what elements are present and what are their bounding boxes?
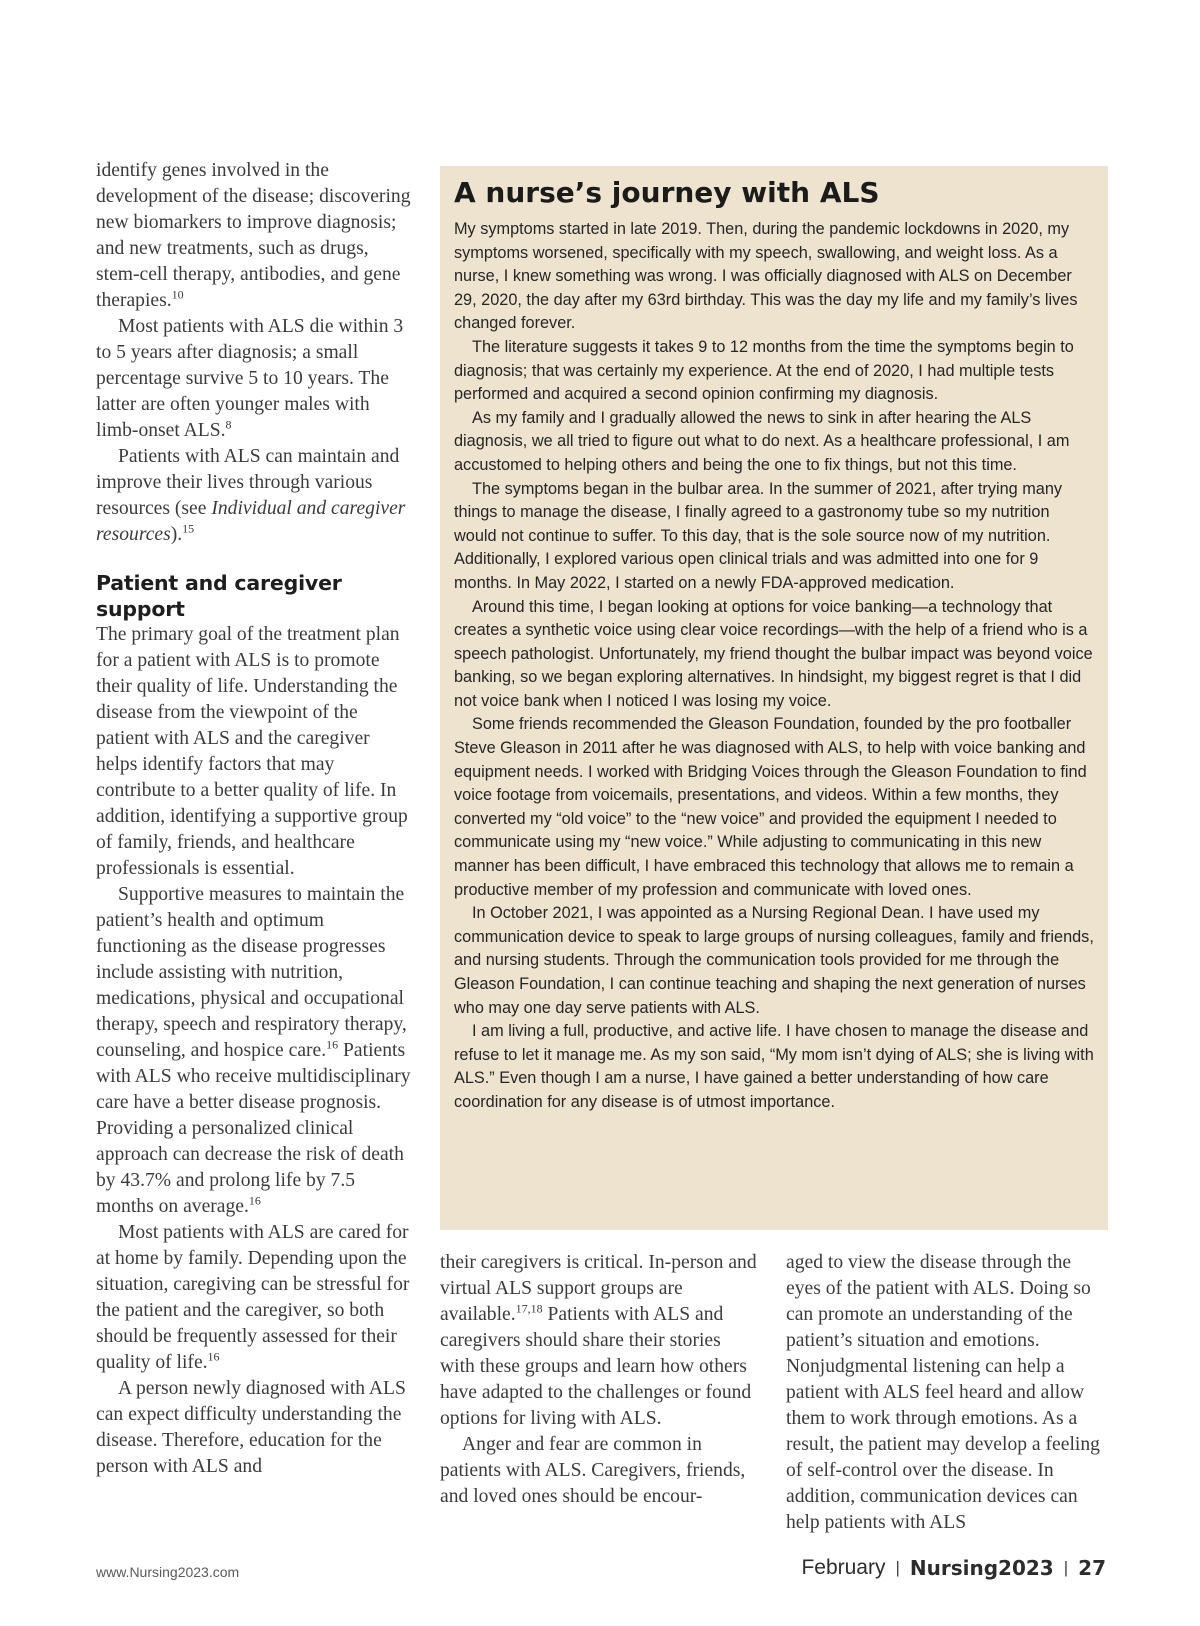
footer-separator: | [1063,1558,1069,1577]
middle-column [440,1250,760,1510]
footer-website: www.Nursing2023.com [96,1564,240,1580]
paragraph: A person newly diagnosed with ALS can expect difficulty understanding the disease. Therefore, education for the person with ALS and [96,1378,406,1477]
paragraph: identify genes involved in the development of the disease; discovering new biomarkers to improve diagnosis; and new treatments, such as drugs, stem-cell therapy, antibodies, and gene therapies.$^{10}$ [96,160,411,311]
paragraph: The primary goal of the treatment plan for a patient with ALS is to promote their quality of life. Understanding the disease from the viewpoint of the patient with ALS and the caregiver helps identify factors that may contribute to a better quality of life. In addition, identifying a supportive group of family, friends, and healthcare professionals is essential. [96,624,408,879]
footer-folio [801,1556,1106,1580]
sidebar-box [440,166,1108,1230]
paragraph: Supportive measures to maintain the patient’s health and optimum functioning as the disease progresses include assisting with nutrition, medications, physical and occupational therapy, speech and respiratory therapy, counseling, and hospice care.$^{16}$ Patients with ALS who receive multidisciplinary care have a better disease prognosis. Providing a personalized clinical approach can decrease the risk of death by 43.7% and prolong life by 7.5 months on average.$^{16}$ [96,884,411,1217]
sidebar-paragraph: Around this time, I began looking at options for voice banking—a technology that creates a synthetic voice using clear voice recordings—with the help of a friend who is a speech pathologist. Unfortunately, my friend thought the bulbar impact was beyond voice banking, so we began exploring alternatives. In hindsight, my biggest regret is that I did not voice bank when I noticed I was losing my voice. [454,597,1093,710]
paragraph: Patients with ALS can maintain and improve their lives through various resources (see Individual and caregiver resources).$^{15}$ [96,446,406,545]
sidebar-paragraph: In October 2021, I was appointed as a Nursing Regional Dean. I have used my communication device to speak to large groups of nursing colleagues, family and friends, and nursing students. Through the communication tools provided for me through the Gleason Foundation, I can continue teaching and shaping the next generation of nurses who may one day serve patients with ALS. [454,904,1094,1017]
citation-ref: 16 [326,1037,339,1052]
citation-ref: 15 [182,521,195,536]
sidebar-paragraph: My symptoms started in late 2019. Then, during the pandemic lockdowns in 2020, my symptoms worsened, specifically with my speech, swallowing, and weight loss. As a nurse, I knew something was wrong. I was officially diagnosed with ALS on December 29, 2020, the day after my 63rd birthday. This was the day my life and my family’s lives changed forever. [454,220,1078,333]
left-column [96,158,414,1480]
footer-month: February [801,1556,886,1579]
paragraph: Most patients with ALS die within 3 to 5 years after diagnosis; a small percentage survive 5 to 10 years. The latter are often younger males with limb-onset ALS.$^8$ [96,316,404,441]
sidebar-reference: Individual and caregiver resources [96,498,406,545]
right-column [786,1250,1106,1536]
citation-ref: 16 [207,1349,220,1364]
footer-journal: Nursing2023 [909,1556,1054,1580]
footer-separator: | [895,1558,900,1577]
sidebar-paragraph: Some friends recommended the Gleason Foundation, founded by the pro footballer Steve Gleason in 2011 after he was diagnosed with ALS, to help with voice banking and equipment needs. I worked with Bridging Voices through the Gleason Foundation to find voice footage from voicemails, presentations, and videos. Within a few months, they converted my “old voice” to the “new voice” and provided the equipment I needed to communicate using my “new voice.” While adjusting to communicating in this new manner has been difficult, I have embraced this technology that allows me to remain a productive member of my profession and communicate with loved ones. [454,715,1087,899]
sidebar-paragraph: I am living a full, productive, and active life. I have chosen to manage the disease and refuse to let it manage me. As my son said, “My mom isn’t dying of ALS; she is living with ALS.” Even though I am a nurse, I have gained a better understanding of how care coordination for any disease is of utmost importance. [454,1022,1094,1111]
paragraph: aged to view the disease through the eyes of the patient with ALS. Doing so can promote an understanding of the patient’s situation and emotions. Nonjudgmental listening can help a patient with ALS feel heard and allow them to work through emotions. As a result, the patient may develop a feeling of self-control over the disease. In addition, communication devices can help patients with ALS [786,1252,1100,1533]
sidebar-paragraph: As my family and I gradually allowed the news to sink in after hearing the ALS diagnosis, we all tried to figure out what to do next. As a healthcare professional, I am accustomed to helping others and being the one to fix things, but not this time. [454,408,1070,474]
sidebar-title: A nurse’s journey with ALS [454,176,880,209]
sidebar-paragraph: The symptoms began in the bulbar area. In the summer of 2021, after trying many things to manage the disease, I finally agreed to a gastronomy tube so my nutrition would not continue to suffer. To this day, that is the sole source now of my nutrition. Additionally, I explored various open clinical trials and was admitted into one for 9 months. In May 2022, I started on a newly FDA-approved medication. [454,479,1063,592]
page-number: 27 [1078,1556,1106,1580]
paragraph: Anger and fear are common in patients with ALS. Caregivers, friends, and loved ones should be encour- [440,1434,746,1507]
citation-ref: 16 [248,1193,261,1208]
section-heading: Patient and caregiver support [96,571,342,621]
citation-ref: 10 [171,287,184,302]
citation-ref: 8 [225,417,232,432]
paragraph: their caregivers is critical. In-person and virtual ALS support groups are available.$^{17,18}$ Patients with ALS and caregivers should share their stories with these groups and learn how others have adapted to the challenges or found options for living with ALS. [440,1252,757,1429]
paragraph: Most patients with ALS are cared for at home by family. Depending upon the situation, caregiving can be stressful for the patient and the caregiver, so both should be frequently assessed for their quality of life.$^{16}$ [96,1222,410,1373]
citation-ref: 17,18 [515,1301,543,1316]
sidebar-paragraph: The literature suggests it takes 9 to 12 months from the time the symptoms begin to diagnosis; that was certainly my experience. At the end of 2020, I had multiple tests performed and acquired a second opinion confirming my diagnosis. [454,337,1074,404]
